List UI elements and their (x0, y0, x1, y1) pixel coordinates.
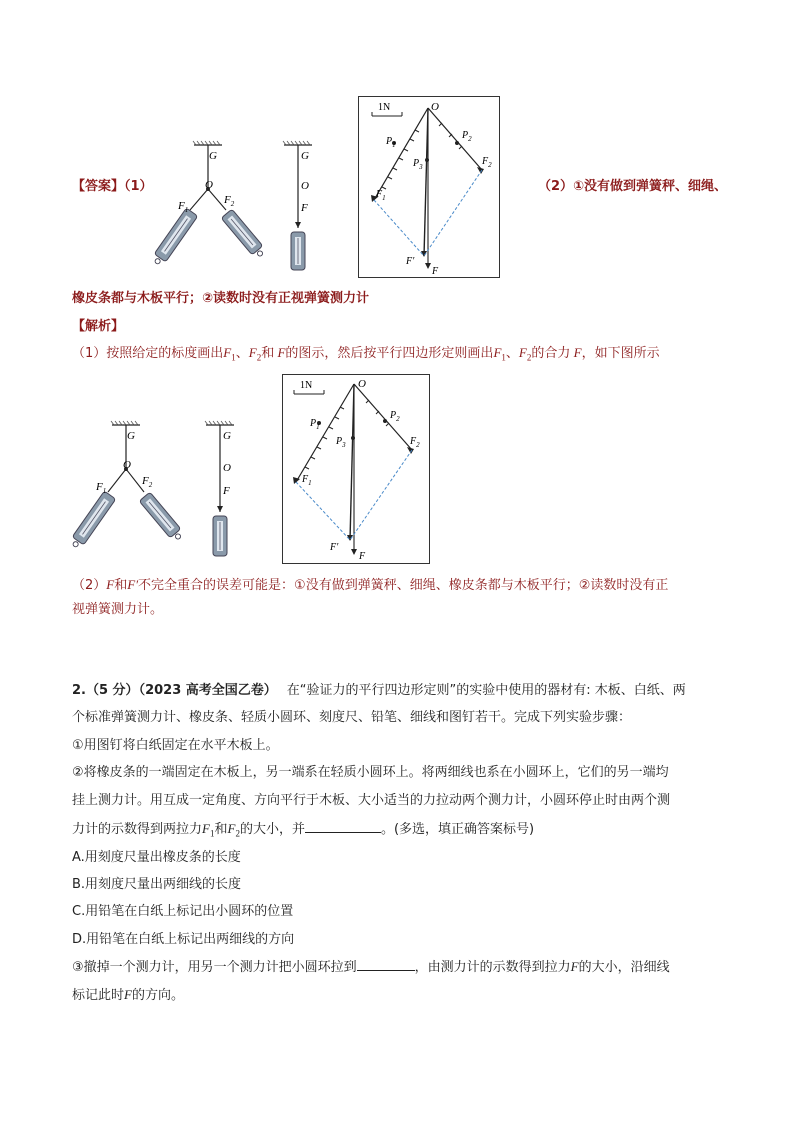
answer-blank-1[interactable] (305, 820, 381, 833)
question-step3-line1: ③撤掉一个测力计，用另一个测力计把小圆环拉到 ，由测力计的示数得到拉力F的大小，沿细线 (72, 959, 670, 975)
question-score: （5 分） (85, 683, 139, 698)
analysis-p1: （1）按照给定的标度画出$F_1$、$F_2$和 F的图示，然后按平行四边形定则画出$F_1$、$F_2$的合力 F，如下图所示 (72, 345, 660, 363)
analysis-parallelogram-diagram (282, 374, 430, 564)
box2-P3: $P_3$ (336, 436, 346, 449)
question-intro: 在“验证力的平行四边形定则”的实验中使用的器材有: 木板、白纸、两 (286, 683, 686, 698)
question-header (72, 682, 686, 700)
answer-part2-line2: 橡皮条都与木板平行；②读数时没有正视弹簧测力计 (72, 291, 370, 306)
label-G: G (209, 150, 217, 162)
label-O: O (205, 179, 213, 191)
scale-label-2: 1N (300, 380, 313, 391)
box-F: F (432, 266, 439, 277)
answer-spring-diagram (150, 140, 340, 275)
answer-parallelogram-diagram (358, 96, 500, 278)
answer-blank-2[interactable] (357, 958, 415, 971)
analysis-label: 【解析】 (72, 319, 125, 334)
box2-O: O (358, 378, 366, 390)
label-G-4: G (223, 430, 231, 442)
answer-part1: （1） (124, 179, 153, 194)
answer-label-line (72, 178, 153, 196)
question-line2: 个标准弹簧测力计、橡皮条、轻质小圆环、刻度尺、铅笔、细线和图钉若干。完成下列实验步骤： (72, 710, 632, 725)
analysis-p2-line2: 视弹簧测力计。 (72, 602, 164, 617)
label-G-2: G (301, 150, 309, 162)
answer-part2-text: ①没有做到弹簧秤、细绳、 (573, 179, 728, 194)
box-Fprime: F′ (406, 256, 415, 267)
label-F-2: F (223, 485, 230, 497)
box2-F2: $F_2$ (410, 436, 420, 449)
label-O-3: O (123, 459, 131, 471)
question-step2-line1: ②将橡皮条的一端固定在木板上，另一端系在轻质小圆环上。将两细线也系在小圆环上，它们的另一端均 (72, 765, 669, 780)
analysis-p2-line1: （2）F和F′不完全重合的误差可能是：①没有做到弹簧秤、细绳、橡皮条都与木板平行；②读数时没有正 (72, 577, 669, 593)
analysis-spring-diagram (68, 420, 258, 560)
question-source: （2023 高考全国乙卷） (138, 683, 277, 698)
box2-F: F (359, 551, 366, 562)
label-F2: $F_2$ (224, 194, 235, 208)
box-P2: $P_2$ (462, 130, 472, 143)
answer-part2-prefix: （2） (538, 179, 574, 194)
box-O: O (431, 101, 439, 113)
label-F1-2: $F_1$ (96, 481, 107, 495)
question-step3-line2: 标记此时F的方向。 (72, 987, 184, 1003)
single-scale-setup (283, 141, 312, 270)
option-d: D.用铅笔在白纸上标记出两细线的方向 (72, 932, 295, 947)
box2-F1: $F_1$ (302, 474, 312, 487)
option-a: A.用刻度尺量出橡皮条的长度 (72, 850, 241, 865)
box2-P2: $P_2$ (390, 410, 400, 423)
label-O-2: O (301, 180, 309, 192)
question-number: 2. (72, 683, 86, 698)
question-step2-line3: 力计的示数得到两拉力$F_1$和$F_2$的大小，并 。(多选，填正确答案标号) (72, 821, 535, 839)
answer-part2-line1 (538, 178, 727, 196)
question-step2-line2: 挂上测力计。用互成一定角度、方向平行于木板、大小适当的力拉动两个测力计，小圆环停止时由两个测 (72, 793, 671, 808)
two-scale-setup (150, 141, 266, 267)
option-b: B.用刻度尺量出两细线的长度 (72, 877, 242, 892)
answer-label: 【答案】 (72, 179, 125, 194)
box-P1: $P_1$ (386, 136, 396, 149)
box-F2: $F_2$ (482, 156, 492, 169)
label-F2-2: $F_2$ (142, 475, 153, 489)
box2-Fprime: F′ (330, 542, 339, 553)
label-F1: $F_1$ (178, 200, 189, 214)
label-G-3: G (127, 430, 135, 442)
box-P3: $P_3$ (413, 158, 423, 171)
question-step1: ①用图钉将白纸固定在水平木板上。 (72, 738, 279, 753)
box2-P1: $P_1$ (310, 418, 320, 431)
box-F1: $F_1$ (376, 189, 386, 202)
scale-label: 1N (378, 102, 391, 113)
option-c: C.用铅笔在白纸上标记出小圆环的位置 (72, 904, 294, 919)
label-F: F (301, 202, 308, 214)
label-O-4: O (223, 462, 231, 474)
